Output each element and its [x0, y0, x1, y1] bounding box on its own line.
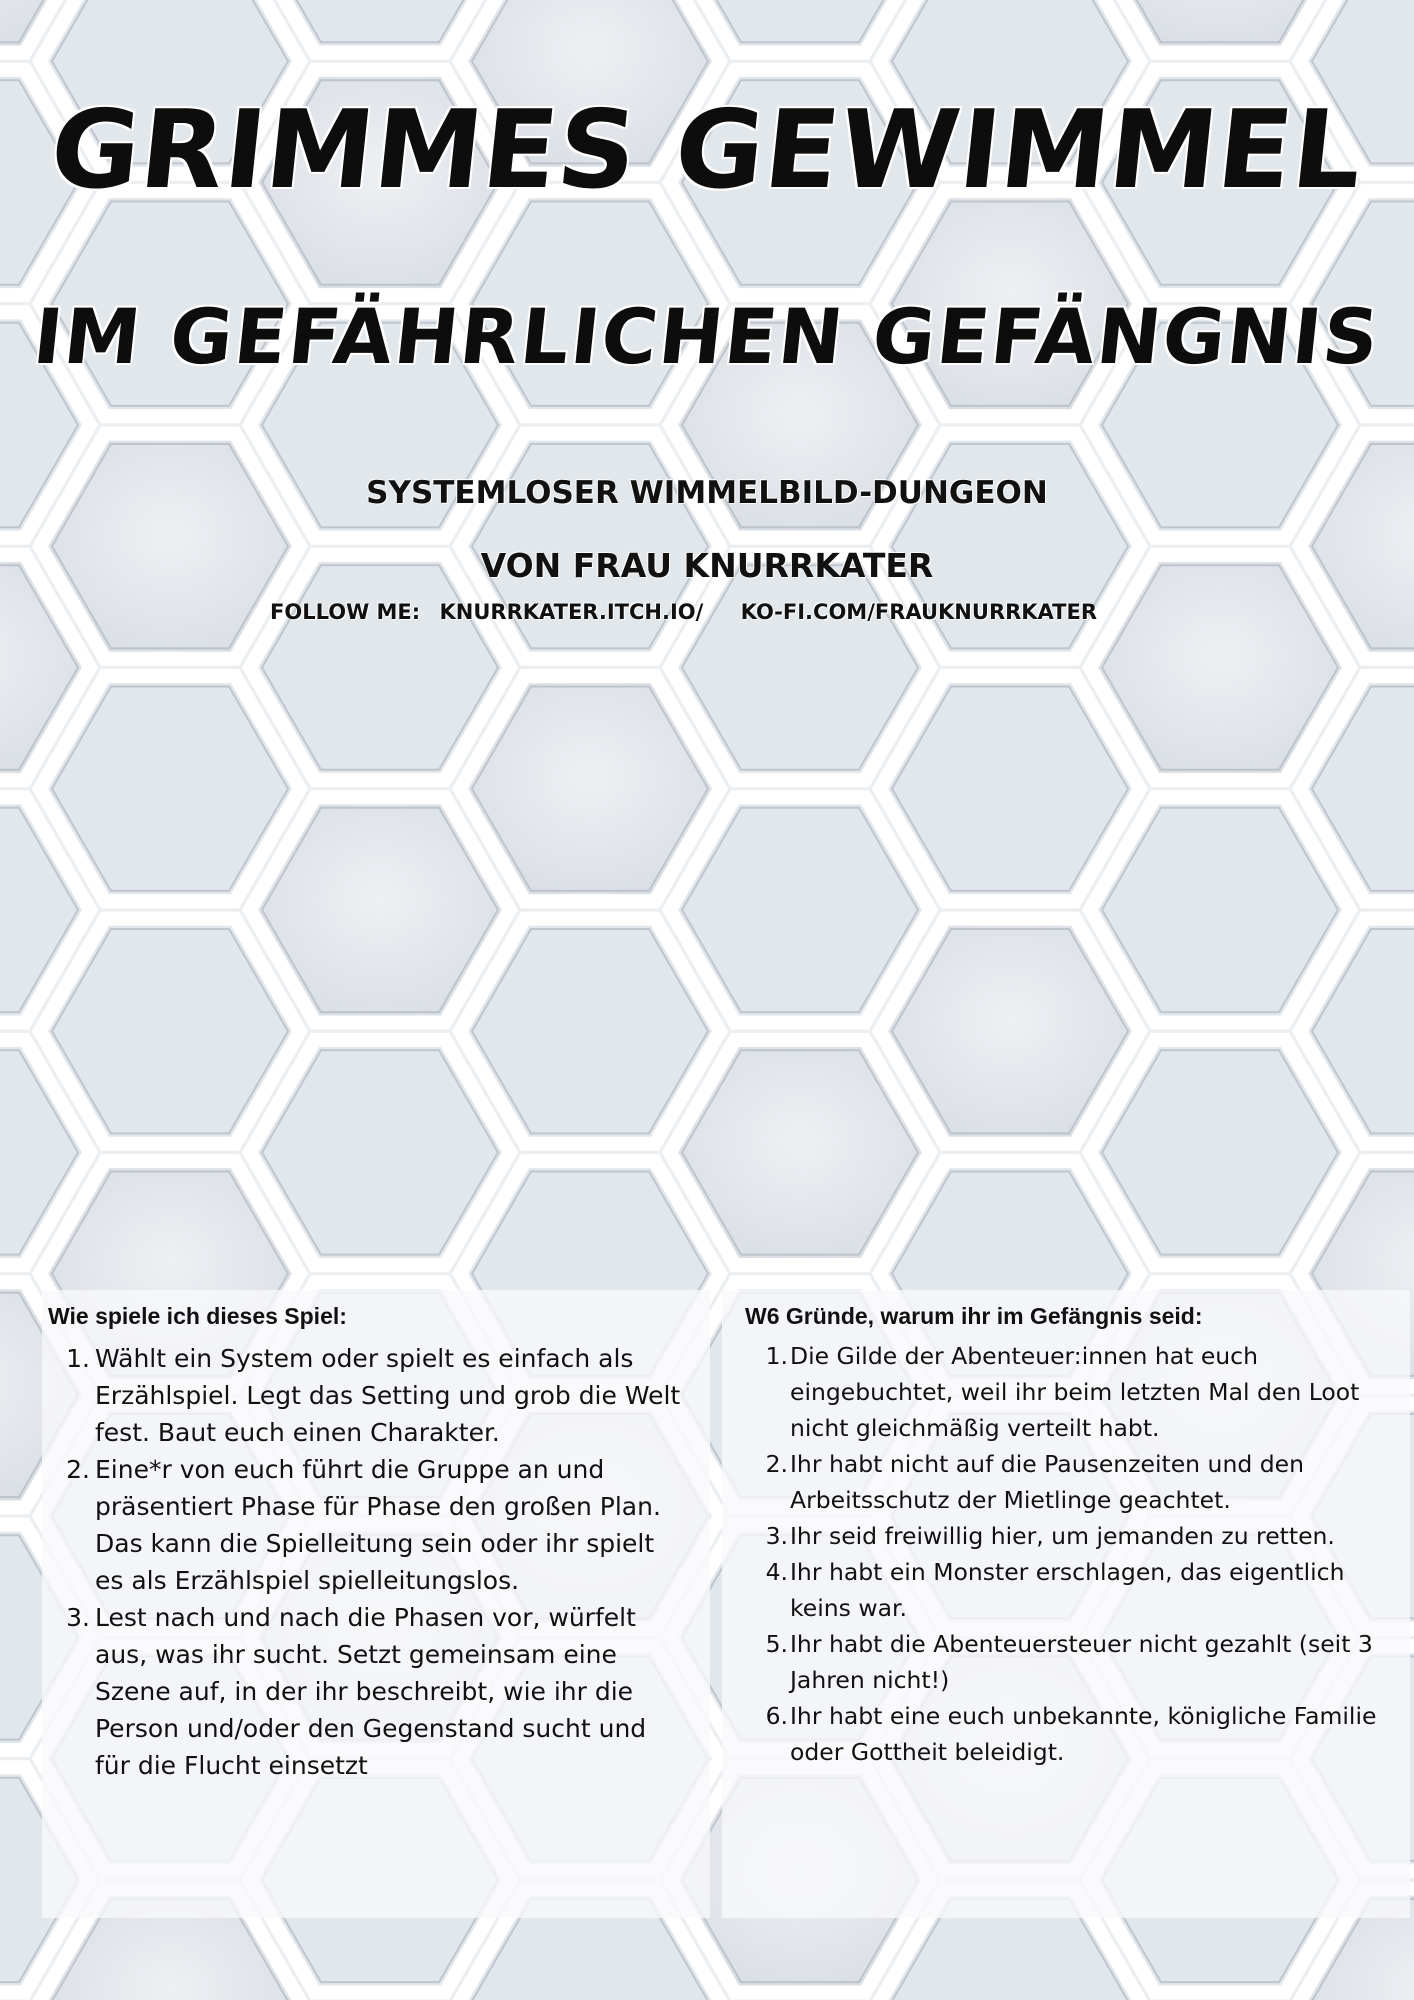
reasons-heading: W6 Gründe, warum ihr im Gefängnis seid: [745, 1303, 1203, 1329]
rules-heading: Wie spiele ich dieses Spiel: [48, 1303, 347, 1329]
hex-tile [40, 676, 300, 901]
follow-links [270, 600, 1170, 624]
hex-tile [1090, 555, 1350, 780]
hex-tile [1090, 1040, 1350, 1265]
itch-link[interactable]: KNURRKATER.ITCH.IO/ [439, 600, 704, 624]
hex-tile [880, 919, 1140, 1144]
reasons-item: 1. Die Gilde der Abenteuer:innen hat euch eingebuchtet, weil ihr beim letzten Mal den Loot nicht gleichmäßig verteilt habt. [765, 1342, 1360, 1442]
title-line-2: IM GEFÄHRLICHEN GEFÄNGNIS [29, 292, 1385, 381]
reasons-item: 4. Ihr habt ein Monster erschlagen, das eigentlich keins war. [765, 1558, 1345, 1622]
rules-list [48, 1340, 688, 1784]
rules-item: 1. Wählt ein System oder spielt es einfach als Erzählspiel. Legt das Setting und grob die Welt fest. Baut euch einen Charakter. [66, 1344, 681, 1447]
hex-tile [250, 555, 510, 780]
reasons-item: 3. Ihr seid freiwillig hier, um jemanden zu retten. [765, 1522, 1335, 1550]
hex-tile [460, 676, 720, 901]
kofi-link[interactable]: KO-FI.COM/FRAUKNURRKATER [740, 600, 1098, 624]
hex-tile [250, 797, 510, 1022]
rules-item: 3. Lest nach und nach die Phasen vor, würfelt aus, was ihr sucht. Setzt gemeinsam eine Szene auf, in der ihr beschreibt, wie ihr die Person und/oder den Gegenstand sucht und für die Flucht einsetzt [66, 1603, 647, 1780]
follow-label: FOLLOW ME: [270, 600, 421, 624]
hex-tile [670, 555, 930, 780]
title-line-1: GRIMMES GEWIMMEL [44, 88, 1370, 213]
hex-tile [880, 676, 1140, 901]
hex-tile [670, 1040, 930, 1265]
author: VON FRAU KNURRKATER [480, 546, 934, 585]
rules-item: 2. Eine*r von euch führt die Gruppe an und präsentiert Phase für Phase den großen Plan. Das kann die Spielleitung sein oder ihr spielt es als Erzählspiel spielleitungslos. [66, 1455, 661, 1595]
hex-tile [460, 919, 720, 1144]
hex-tile [670, 797, 930, 1022]
reasons-item: 5. Ihr habt die Abenteuersteuer nicht gezahlt (seit 3 Jahren nicht!) [765, 1630, 1373, 1694]
hex-tile [250, 1040, 510, 1265]
reasons-item: 6. Ihr habt eine euch unbekannte, königliche Familie oder Gottheit beleidigt. [765, 1702, 1377, 1766]
subtitle: SYSTEMLOSER WIMMELBILD-DUNGEON [366, 475, 1048, 511]
hex-tile [40, 919, 300, 1144]
reasons-list [760, 1338, 1400, 1770]
hex-tile [1090, 797, 1350, 1022]
reasons-item: 2. Ihr habt nicht auf die Pausenzeiten und den Arbeitsschutz der Mietlinge geachtet. [765, 1450, 1304, 1514]
